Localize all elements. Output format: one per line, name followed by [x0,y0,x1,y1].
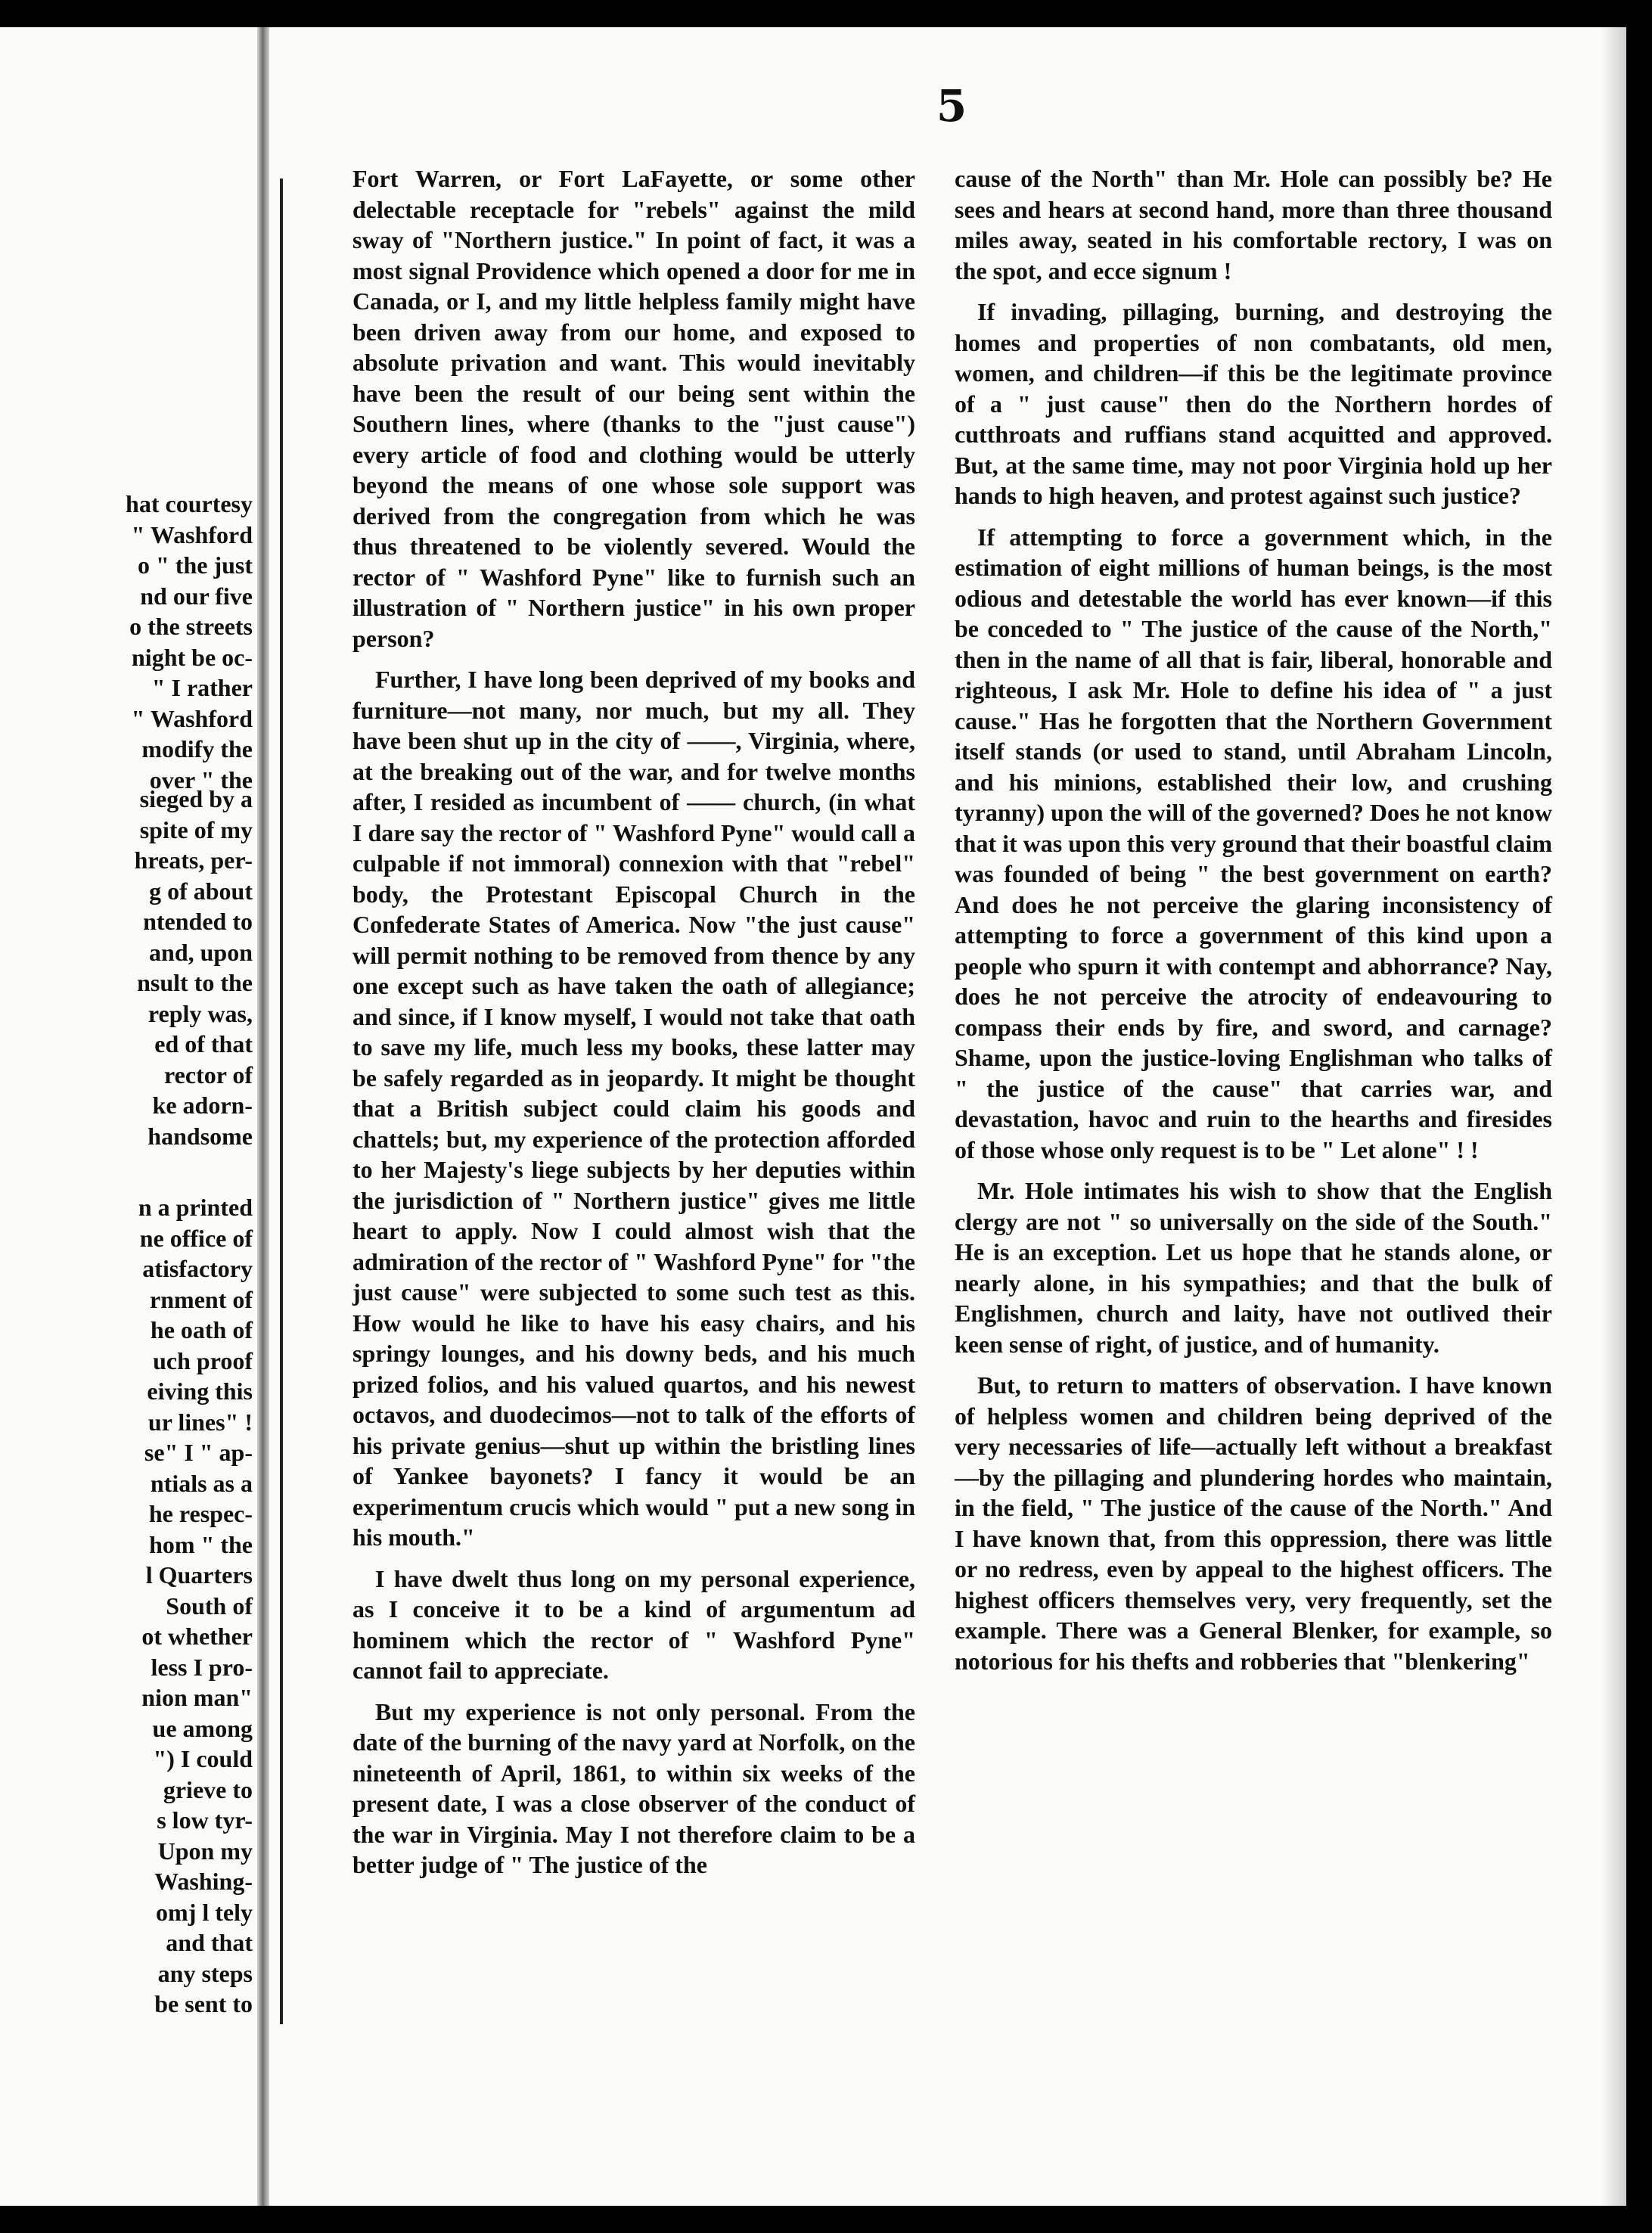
fragment-line: night be oc- [132,643,253,671]
fragment-line: ed of that [154,1030,253,1057]
page-number: 5 [936,80,967,132]
fragment-line: ntended to [143,908,253,935]
fragment-line: uch proof [153,1346,253,1374]
fragment-line: nd our five [140,582,253,610]
fragment-line: he oath of [150,1316,253,1343]
fragment-line: s low tyr- [157,1806,253,1834]
fragment-line: modify the [141,735,253,762]
page-gutter [257,27,269,2206]
facing-page-edge [0,27,257,2206]
text-column-left [352,163,915,1891]
fragment-line: hreats, per- [134,846,253,874]
fragment-line: o the streets [129,613,253,640]
fragment-line: handsome [148,1122,253,1150]
fragment-line: grieve to [163,1775,253,1803]
binding-line [280,179,283,2024]
fragment-line: any steps [157,1959,253,1987]
fragment-line: spite of my [139,815,253,843]
facing-page-fragment-2 [0,784,257,1151]
fragment-line: eiving this [147,1377,253,1405]
facing-page-fragment-1 [0,489,257,795]
fragment-line: atisfactory [142,1255,253,1282]
fragment-line: ot whether [141,1623,253,1650]
fragment-line: over " the [149,766,253,794]
fragment-line: se" I " ap- [144,1439,253,1466]
fragment-line: he respec- [148,1500,253,1527]
text-column-right [955,163,1552,1687]
fragment-line: nion man" [141,1684,253,1711]
fragment-line: ne office of [139,1224,253,1252]
fragment-line: Washing- [154,1868,253,1895]
paragraph: But my experience is not only personal. From the date of the burning of the navy yard at Norfolk, on the nineteenth of April, 1861, to within six weeks of the present date, I was a close observer of the conduct of the war in Virginia. May I not therefore claim to be a better judge of " The justice of the [352,1697,915,1878]
facing-page-fragment-3 [0,1192,257,2020]
fragment-line: hat courtesy [126,490,253,517]
fragment-line: reply was, [148,999,253,1027]
fragment-line: " I rather [151,674,253,701]
paragraph: If attempting to force a government which, in the estimation of eight millions of human beings, is the most odious and detestable the world has ever known—if this be conceded to " The justice of the cause of the North," then in the name of all that is fair, liberal, honorable and righteous, I ask Mr. Hole to define his idea of " a just cause." Has he forgotten that the Northern Government itself stands (or used to stand, until Abraham Lincoln, and his minions, established their low, and crushing tyranny) upon the will of the governed? Does he not know that it was upon this very ground that their boastful claim was founded of being " the best government on earth? And does he not perceive the glaring inconsistency of attempting to force a government of this kind upon a people who spurn it with contempt and abhorrance? Nay, does he not perceive the atrocity of endeavouring to compass their ends by fire, and sword, and carnage? Shame, upon the justice-loving Englishman who talks of " the justice of the cause" that carries war, and devastation, havoc and ruin to the hearths and firesides of those whose only request is to be " Let alone" ! ! [955,523,1552,1163]
fragment-line: rector of [164,1061,253,1089]
fragment-line: hom " the [149,1530,253,1558]
fragment-line: and, upon [149,938,253,966]
fragment-line: nsult to the [137,969,253,996]
paragraph: If invading, pillaging, burning, and destroying the homes and properties of non combatants, old men, women, and children—if this be the legitimate province of a " just cause" then do the Northern hordes of cutthroats and ruffians stand acquitted and approved. But, at the same time, may not poor Virginia hold up her hands to high heaven, and protest against such justice? [955,298,1552,509]
fragment-line: less I pro- [151,1653,253,1681]
fragment-line: Upon my [157,1837,253,1865]
paragraph: I have dwelt thus long on my personal experience, as I conceive it to be a kind of argumentum ad hominem which the rector of " Washford Pyne" cannot fail to appreciate. [352,1564,915,1684]
fragment-line: n a printed [138,1194,253,1221]
paragraph: cause of the North" than Mr. Hole can possibly be? He sees and hears at second hand, more than three thousand miles away, seated in his comfortable rectory, I was on the spot, and ecce signum ! [955,165,1552,284]
paragraph: Mr. Hole intimates his wish to show that the English clergy are not " so universally on the side of the South." He is an exception. Let us hope that he stands alone, or nearly alone, in his sympathies; and that the bulk of Englishmen, church and laity, have not outlived their keen sense of right, of justice, and of humanity. [955,1177,1552,1358]
paragraph: But, to return to matters of observation. I have known of helpless women and children being deprived of the very necessaries of life—actually left without a breakfast—by the pillaging and plundering hordes who maintain, in the field, " The justice of the cause of the North." And I have known that, from this oppression, there was little or no redress, even by appeal to the highest officers. The highest officers themselves very, very frequently, set the example. There was a General Blenker, for example, so notorious for his thefts and robberies that "blenkering" [955,1371,1552,1675]
fragment-line: South of [166,1592,253,1620]
fragment-line: l Quarters [145,1561,253,1589]
fragment-line: omj l tely [156,1898,253,1926]
fragment-line: ur lines" ! [148,1408,253,1436]
fragment-line: sieged by a [139,785,253,812]
fragment-line: rnment of [150,1285,253,1313]
fragment-line: " Washford [131,704,253,732]
fragment-line: ") I could [153,1745,253,1772]
fragment-line: g of about [149,877,253,905]
fragment-line: o " the just [138,551,253,579]
fragment-line: be sent to [154,1990,253,2017]
page-edge-shadow [1601,27,1626,2206]
fragment-line: " Washford [131,520,253,548]
paragraph: Fort Warren, or Fort LaFayette, or some other delectable receptacle for "rebels" against the mild sway of "Northern justice." In point of fact, it was a most signal Providence which opened a door for me in Canada, or I, and my little helpless family might have been driven away from our home, and exposed to absolute privation and want. This would inevitably have been the result of our being sent within the Southern lines, where (thanks to the "just cause") every article of food and clothing would be utterly beyond the means of one whose sole support was derived from the congregation from which he was thus threatened to be violently severed. Would the rector of " Washford Pyne" like to furnish such an illustration of " Northern justice" in his own proper person? [352,165,915,652]
document-page [0,27,1626,2206]
fragment-line: and that [166,1929,253,1956]
fragment-line: ke adorn- [152,1092,253,1119]
paragraph: Further, I have long been deprived of my books and furniture—not many, nor much, but my all. They have been shut up in the city of ——, Virginia, where, at the breaking out of the war, and for twelve months after, I resided as incumbent of —— church, (in what I dare say the rector of " Washford Pyne" would call a culpable if not immoral) connexion with that "rebel" body, the Protestant Episcopal Church in the Confederate States of America. Now "the just cause" will permit nothing to be removed from thence by any one except such as have taken the oath of allegiance; and since, if I know myself, I would not take that oath to save my life, much less my books, these latter may be safely regarded as in jeopardy. It might be thought that a British subject could claim his goods and chattels; but, my experience of the protection afforded to her Majesty's liege subjects by her deputies within the jurisdiction of " Northern justice" gives me little heart to apply. Now I could almost wish that the admiration of the rector of " Washford Pyne" for "the just cause" were subjected to some such test as this. How would he like to have his easy chairs, and his springy lounges, and his downy beds, and his much prized folios, and his valued quartos, and his newest octavos, and duodecimos—not to talk of the efforts of his private genius—shut up within the bristling lines of Yankee bayonets? I fancy it would be an experimentum crucis which would " put a new song in his mouth." [352,666,915,1551]
fragment-line: ue among [152,1714,253,1742]
fragment-line: ntials as a [150,1469,253,1497]
